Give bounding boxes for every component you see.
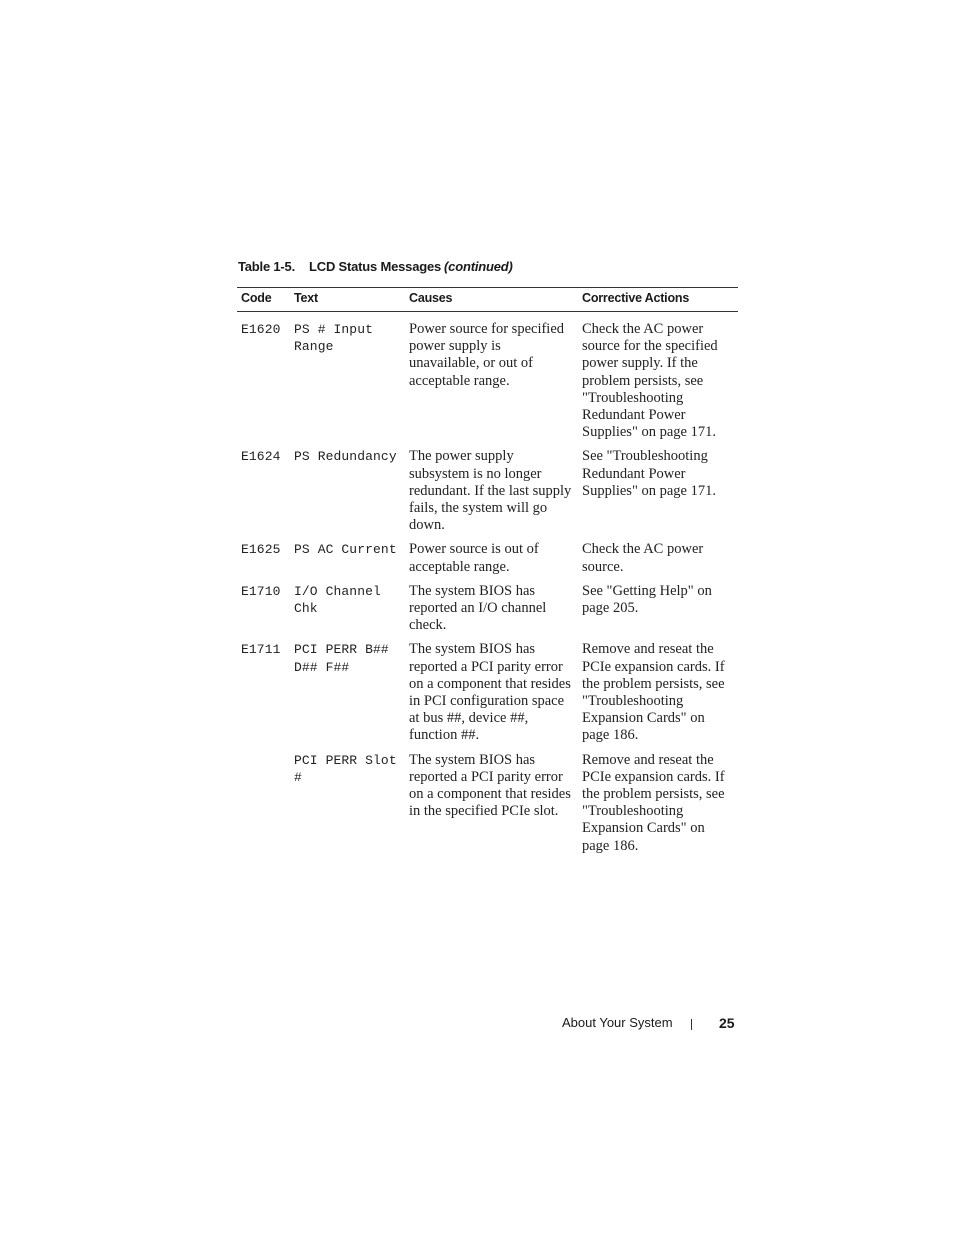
table-row [237,448,738,541]
cell-causes: The system BIOS has reported a PCI parity error on a component that resides in PCI configuration space at bus ##, device ##, function ##. [409,641,571,744]
cell-causes: The system BIOS has reported an I/O channel check. [409,582,547,634]
cell-text: PS Redundancy [294,449,397,465]
cell-causes: The power supply subsystem is no longer redundant. If the last supply fails, the system will go down. [409,448,572,534]
cell-code: E1711 [241,642,281,658]
table-row [237,312,738,449]
cell-text: PCI PERR Slot # [294,752,397,785]
cell-actions: Remove and reseat the PCIe expansion cards. If the problem persists, see "Troubleshooting Expansion Cards" on page 186. [582,751,725,854]
cell-code: E1625 [241,542,281,558]
cell-actions: Check the AC power source. [582,541,704,575]
table-caption [238,259,513,274]
lcd-status-messages-table [237,287,738,862]
cell-code: E1620 [241,322,281,337]
table-row [237,541,738,582]
header-causes: Causes [405,288,578,312]
header-corrective-actions: Corrective Actions [578,288,738,312]
table-caption-label: Table 1-5. [238,259,296,274]
cell-actions: See "Getting Help" on page 205. [582,582,712,617]
table-caption-continued: (continued) [444,259,513,274]
header-text: Text [290,288,405,312]
page-footer [562,1015,738,1035]
header-code: Code [237,288,290,312]
table-row [237,752,738,862]
cell-text: PS # Input Range [294,322,374,355]
cell-actions: Remove and reseat the PCIe expansion cards. If the problem persists, see "Troubleshooting Expansion Cards" on page 186. [582,641,725,744]
cell-code: E1710 [241,583,281,599]
cell-causes: Power source is out of acceptable range. [409,541,539,575]
cell-causes: Power source for specified power supply is unavailable, or out of acceptable range. [409,321,565,389]
cell-text: PS AC Current [294,542,397,558]
table-header-row [237,288,738,312]
footer-divider [691,1019,692,1030]
footer-section-title: About Your System [562,1015,673,1030]
table-row [237,583,738,642]
cell-actions: See "Troubleshooting Redundant Power Supplies" on page 171. [582,448,716,499]
cell-actions: Check the AC power source for the specified power supply. If the problem persists, see "Troubleshooting Redundant Power Supplies" on page 171. [582,321,718,441]
cell-causes: The system BIOS has reported a PCI parity error on a component that resides in the specified PCIe slot. [409,751,571,820]
page-number: 25 [719,1015,735,1031]
cell-code [237,752,290,862]
table-row [237,641,738,751]
cell-text: I/O Channel Chk [294,583,381,617]
cell-code: E1624 [241,449,281,465]
cell-text: PCI PERR B## D## F## [294,642,389,675]
table-caption-title: LCD Status Messages [309,259,442,274]
